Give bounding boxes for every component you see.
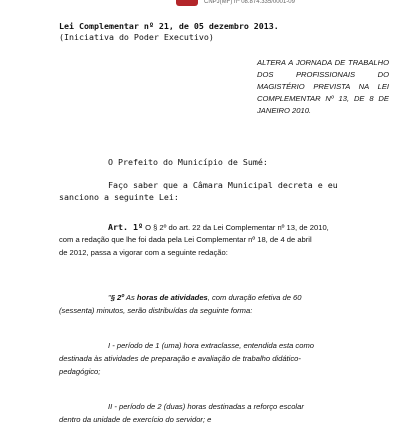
- saber-line-2: sanciono a seguinte Lei:: [59, 192, 179, 202]
- par2-rest: , com duração efetiva de 60: [207, 293, 302, 302]
- inc1-line-2: destinada às atividades de preparação e avaliação de trabalho didático-: [59, 354, 301, 363]
- art1-line-1: [108, 222, 329, 232]
- header-logo: [176, 0, 198, 6]
- law-initiative: (Iniciativa do Poder Executivo): [59, 32, 214, 42]
- prefeito-line: O Prefeito do Município de Sumé:: [108, 157, 268, 167]
- art1-label: Art. 1º: [108, 222, 143, 232]
- par2-line-1: [108, 293, 301, 302]
- par2-bold: horas de atividades: [136, 293, 208, 302]
- saber-line-1: Faço saber que a Câmara Municipal decreta e eu: [108, 180, 338, 190]
- par2-label: § 2º: [110, 293, 125, 302]
- par2-as: As: [124, 293, 137, 302]
- inc2-line-1: II - período de 2 (duas) horas destinadas a reforço escolar: [108, 402, 304, 411]
- art1-line-2: com a redação que lhe foi dada pela Lei Complementar nº 18, de 4 de abril: [59, 235, 312, 244]
- inc1-line-3: pedagógico;: [59, 367, 101, 376]
- art1-text-1: O § 2º do art. 22 da Lei Complementar nº 13, de 2010,: [142, 223, 329, 232]
- inc2-line-2: dentro da unidade de exercício do servidor; e: [59, 415, 212, 424]
- inc1-line-1: I - período de 1 (uma) hora extraclasse, entendida esta como: [108, 341, 314, 350]
- law-ementa: ALTERA A JORNADA DE TRABALHO DOS PROFISSIONAIS DO MAGISTÉRIO PREVISTA NA LEI COMPLEMENTAR Nº 13, DE 8 DE JANEIRO 2010.: [257, 58, 389, 115]
- art1-line-3: de 2012, passa a vigorar com a seguinte redação:: [59, 248, 228, 257]
- par2-line-2: (sessenta) minutos, serão distribuídas da seguinte forma:: [59, 306, 253, 315]
- header-cnpj: CNPJ(MF) nº 08.874.335/0001-09: [204, 0, 295, 5]
- law-title: Lei Complementar nº 21, de 05 dezembro 2013.: [59, 21, 279, 31]
- par2-quote: ": [108, 293, 111, 302]
